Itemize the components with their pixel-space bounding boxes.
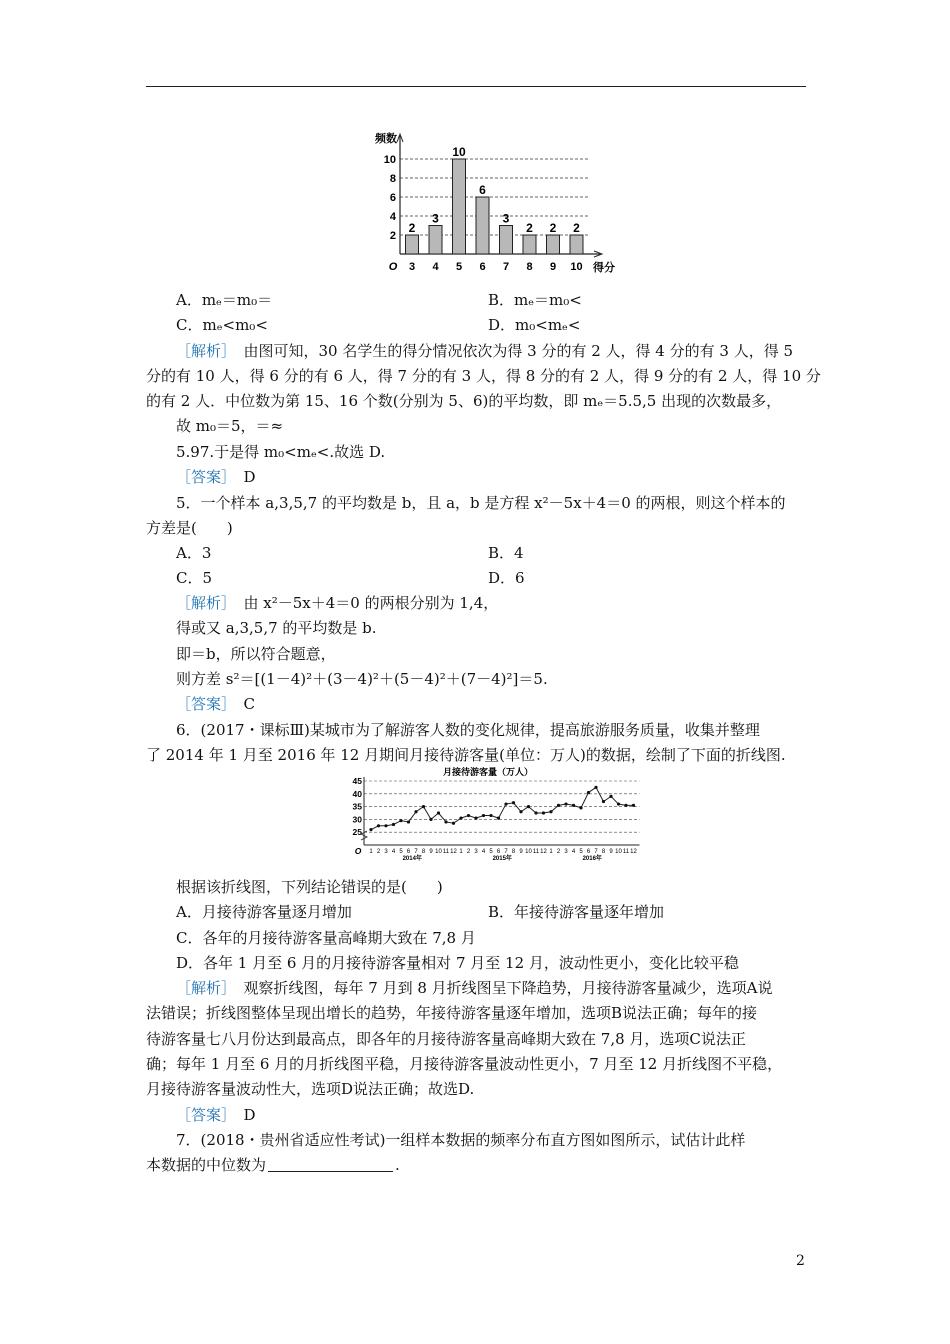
- q4-option-c: C．mₑ<m₀<: [176, 316, 268, 334]
- q4-option-b: B．mₑ＝m₀<: [488, 291, 582, 309]
- data-point: [392, 823, 395, 826]
- solution-text: 由图可知，30 名学生的得分情况依次为得 3 分的有 2 人，得 4 分的有 3 人，得 5: [228, 342, 794, 360]
- data-point: [489, 814, 492, 817]
- data-point: [429, 818, 432, 821]
- x-tick-label: 12: [450, 849, 457, 855]
- bar-value-label: 3: [432, 211, 439, 226]
- data-point: [527, 805, 530, 808]
- x-tick-label: 3: [384, 849, 388, 855]
- q6-solution-line-3: 待游客量七八月份达到最高点，即各年的月接待游客量高峰期大致在 7,8 月，选项C说法正: [146, 1030, 746, 1048]
- x-tick-label: 9: [519, 849, 523, 855]
- data-point: [542, 811, 545, 814]
- data-point: [422, 805, 425, 808]
- answer-value: C: [228, 695, 255, 713]
- page-number: 2: [796, 1253, 805, 1269]
- q6-option-d: D．各年 1 月至 6 月的月接待游客量相对 7 月至 12 月，波动性更小，变化比较平稳: [176, 954, 739, 972]
- q6-solution-line-2: 法错误；折线图整体呈现出增长的趋势，年接待游客量逐年增加，选项B说法正确；每年的接: [146, 1004, 758, 1022]
- data-point: [632, 804, 635, 807]
- data-point: [482, 814, 485, 817]
- q6-stem-line-1: 6．(2017・课标Ⅲ)某城市为了解游客人数的变化规律，提高旅游服务质量，收集并整理: [176, 721, 760, 739]
- x-tick-label: 4: [432, 261, 439, 273]
- x-tick-label: 4: [391, 849, 396, 855]
- data-point: [452, 822, 455, 825]
- q4-solution-line-4: 故 m₀＝5，＝≈: [176, 417, 284, 435]
- q5-solution-line-4: 则方差 s²＝[(1－4)²＋(3－4)²＋(5－4)²＋(7－4)²]＝5.: [176, 670, 548, 688]
- data-point: [474, 817, 477, 820]
- q7-stem-line-2: [146, 1154, 400, 1176]
- x-tick-label: 2: [376, 849, 381, 855]
- bar-value-label: 2: [573, 221, 580, 235]
- q6-option-a: A．月接待游客量逐月增加: [176, 903, 352, 921]
- q7-text: 本数据的中位数为: [146, 1156, 267, 1174]
- x-tick-label: 9: [549, 261, 557, 273]
- x-tick-label: 8: [511, 849, 516, 855]
- score-bar-chart: [355, 128, 625, 278]
- x-tick-label: 7: [504, 849, 508, 855]
- data-point: [459, 817, 462, 820]
- q6-stem-line-2: 了 2014 年 1 月至 2016 年 12 月期间月接待游客量(单位：万人)的数据，绘制了下面的折线图.: [146, 746, 786, 764]
- bar-value-label: 3: [502, 211, 510, 226]
- x-tick-label: 9: [429, 849, 433, 855]
- bar: [476, 197, 489, 254]
- x-tick-label: 3: [408, 261, 416, 273]
- q5-stem-line-2: 方差是( ): [146, 519, 233, 537]
- solution-text: 观察折线图，每年 7 月到 8 月折线图呈下降趋势，月接待游客量减少，选项A说: [228, 979, 773, 997]
- q6-solution-line-4: 确；每年 1 月至 6 月的月折线图平稳，月接待游客量波动性更小，7 月至 12 月折线图不平稳，: [146, 1055, 783, 1073]
- year-label: 2015年: [492, 856, 512, 862]
- data-point: [549, 810, 552, 813]
- x-tick-label: 10: [615, 849, 622, 855]
- y-tick-label: 35: [352, 801, 362, 812]
- q6-option-c: C．各年的月接待游客量高峰期大致在 7,8 月: [176, 929, 476, 947]
- solution-label: ［解析］: [176, 594, 229, 612]
- answer-value: D: [228, 468, 256, 486]
- x-tick-label: 10: [570, 261, 583, 273]
- q4-solution-line-3: 的有 2 人．中位数为第 15、16 个数(分别为 5、6)的平均数，即 mₑ＝5.5,5 出现的次数最多，: [146, 392, 782, 410]
- data-point: [564, 802, 567, 805]
- data-point: [504, 802, 507, 805]
- solution-label: ［解析］: [176, 342, 229, 360]
- y-tick-label: 2: [389, 230, 396, 242]
- data-point: [512, 801, 515, 804]
- x-tick-label: 7: [594, 849, 598, 855]
- y-tick-label: 40: [352, 788, 362, 799]
- q4-answer: [176, 466, 256, 488]
- x-tick-label: 3: [564, 849, 568, 855]
- q4-option-d: D．m₀<mₑ<: [488, 316, 581, 334]
- q6-solution-line-5: 月接待游客量波动性大，选项D说法正确；故选D.: [146, 1080, 475, 1098]
- x-tick-label: 4: [481, 849, 486, 855]
- x-tick-label: 8: [421, 849, 426, 855]
- data-point: [594, 786, 597, 789]
- chart-title: 月接待游客量（万人）: [442, 767, 534, 777]
- q5-option-c: C．5: [176, 569, 213, 587]
- bar-value-label: 6: [479, 183, 486, 197]
- x-tick-label: 6: [406, 849, 411, 855]
- q7-period: .: [395, 1156, 400, 1174]
- bar: [500, 226, 513, 255]
- data-point: [602, 800, 605, 803]
- data-point: [572, 804, 575, 807]
- q6-answer: [176, 1104, 256, 1126]
- y-tick-label: 8: [389, 173, 396, 185]
- q6-option-b: B．年接待游客量逐年增加: [488, 903, 665, 921]
- q5-solution-line-3: 即＝b，所以符合题意，: [176, 645, 336, 663]
- q5-option-a: A．3: [176, 544, 212, 562]
- x-tick-label: 5: [579, 849, 583, 855]
- data-point: [399, 819, 402, 822]
- x-tick-label: 1: [369, 849, 373, 855]
- data-point: [579, 806, 582, 809]
- data-point: [587, 791, 590, 794]
- q4-solution-line-5: 5.97.于是得 m₀<mₑ<.故选 D.: [176, 443, 386, 461]
- x-tick-label: 3: [474, 849, 478, 855]
- x-tick-label: 12: [630, 849, 637, 855]
- y-tick-label: 30: [352, 814, 362, 825]
- x-tick-label: 5: [489, 849, 493, 855]
- bar: [453, 159, 466, 254]
- answer-value: D: [228, 1106, 256, 1124]
- data-point: [407, 820, 410, 823]
- bar-value-label: 2: [408, 221, 416, 235]
- x-tick-label: 2: [466, 849, 471, 855]
- data-point: [444, 820, 447, 823]
- year-label: 2016年: [582, 856, 602, 862]
- y-tick-label: 25: [352, 827, 362, 838]
- x-tick-label: 9: [609, 849, 613, 855]
- q5-option-d: D．6: [488, 569, 525, 587]
- y-tick-label: 4: [389, 211, 396, 223]
- data-point: [497, 817, 500, 820]
- x-tick-label: 12: [540, 849, 547, 855]
- x-tick-label: 6: [496, 849, 501, 855]
- x-tick-label: 6: [586, 849, 591, 855]
- answer-label: ［答案］: [176, 468, 229, 486]
- origin-label: O: [354, 846, 362, 856]
- data-point: [617, 802, 620, 805]
- data-point: [624, 804, 627, 807]
- q4-solution-line-1: [176, 340, 793, 362]
- x-tick-label: 11: [532, 849, 540, 855]
- bar: [570, 235, 583, 254]
- x-tick-label: 4: [571, 849, 576, 855]
- x-tick-label: 7: [502, 261, 510, 273]
- q6-stem-line-3: 根据该折线图，下列结论错误的是( ): [176, 878, 443, 896]
- answer-label: ［答案］: [176, 695, 229, 713]
- answer-blank[interactable]: [268, 1157, 393, 1172]
- q4-option-a: A．mₑ＝m₀＝: [176, 291, 273, 309]
- data-point: [377, 824, 380, 827]
- bar-value-label: 10: [452, 145, 466, 159]
- q5-solution-line-2: 得或又 a,3,5,7 的平均数是 b.: [176, 619, 377, 637]
- data-point: [369, 828, 372, 831]
- origin-label: O: [388, 261, 398, 273]
- y-tick-label: 45: [352, 776, 362, 786]
- x-tick-label: 6: [479, 261, 486, 273]
- answer-label: ［答案］: [176, 1106, 229, 1124]
- bar-value-label: 2: [526, 221, 533, 235]
- x-tick-label: 11: [442, 849, 450, 855]
- x-axis-label: 得分: [593, 262, 615, 274]
- bar: [429, 226, 442, 255]
- header-rule: [146, 86, 806, 87]
- x-tick-label: 10: [435, 849, 442, 855]
- y-tick-label: 10: [383, 154, 396, 166]
- x-tick-label: 11: [622, 849, 630, 855]
- year-label: 2014年: [402, 856, 422, 862]
- x-tick-label: 5: [399, 849, 403, 855]
- data-point: [437, 811, 440, 814]
- bar: [523, 235, 536, 254]
- y-axis-label: 频数: [375, 133, 397, 145]
- bar-value-label: 2: [549, 221, 557, 235]
- q5-option-b: B．4: [488, 544, 524, 562]
- data-point: [467, 814, 470, 817]
- q5-solution-line-1: [176, 592, 498, 614]
- q7-stem-line-1: 7．(2018・贵州省适应性考试)一组样本数据的频率分布直方图如图所示，试估计此样: [176, 1131, 746, 1149]
- y-tick-label: 6: [389, 192, 396, 204]
- x-tick-label: 7: [414, 849, 418, 855]
- solution-text: 由 x²－5x＋4＝0 的两根分别为 1,4，: [228, 594, 499, 612]
- tourist-line-chart: [340, 765, 640, 873]
- x-tick-label: 8: [526, 261, 533, 273]
- data-point: [534, 811, 537, 814]
- data-point: [414, 810, 417, 813]
- bar: [406, 235, 419, 254]
- q5-stem-line-1: 5．一个样本 a,3,5,7 的平均数是 b，且 a，b 是方程 x²－5x＋4＝0 的两根，则这个样本的: [176, 494, 786, 512]
- data-point: [557, 804, 560, 807]
- q5-answer: [176, 693, 255, 715]
- data-point: [384, 824, 387, 827]
- solution-label: ［解析］: [176, 979, 229, 997]
- x-tick-label: 10: [525, 849, 532, 855]
- q6-solution-line-1: [176, 977, 773, 999]
- x-tick-label: 1: [459, 849, 463, 855]
- x-tick-label: 2: [556, 849, 561, 855]
- x-tick-label: 5: [455, 261, 463, 273]
- data-point: [519, 810, 522, 813]
- x-tick-label: 1: [549, 849, 553, 855]
- data-point: [609, 795, 612, 798]
- bar: [547, 235, 560, 254]
- q4-solution-line-2: 分的有 10 人，得 6 分的有 6 人，得 7 分的有 3 人，得 8 分的有 2 人，得 9 分的有 2 人，得 10 分: [146, 367, 821, 385]
- x-tick-label: 8: [601, 849, 606, 855]
